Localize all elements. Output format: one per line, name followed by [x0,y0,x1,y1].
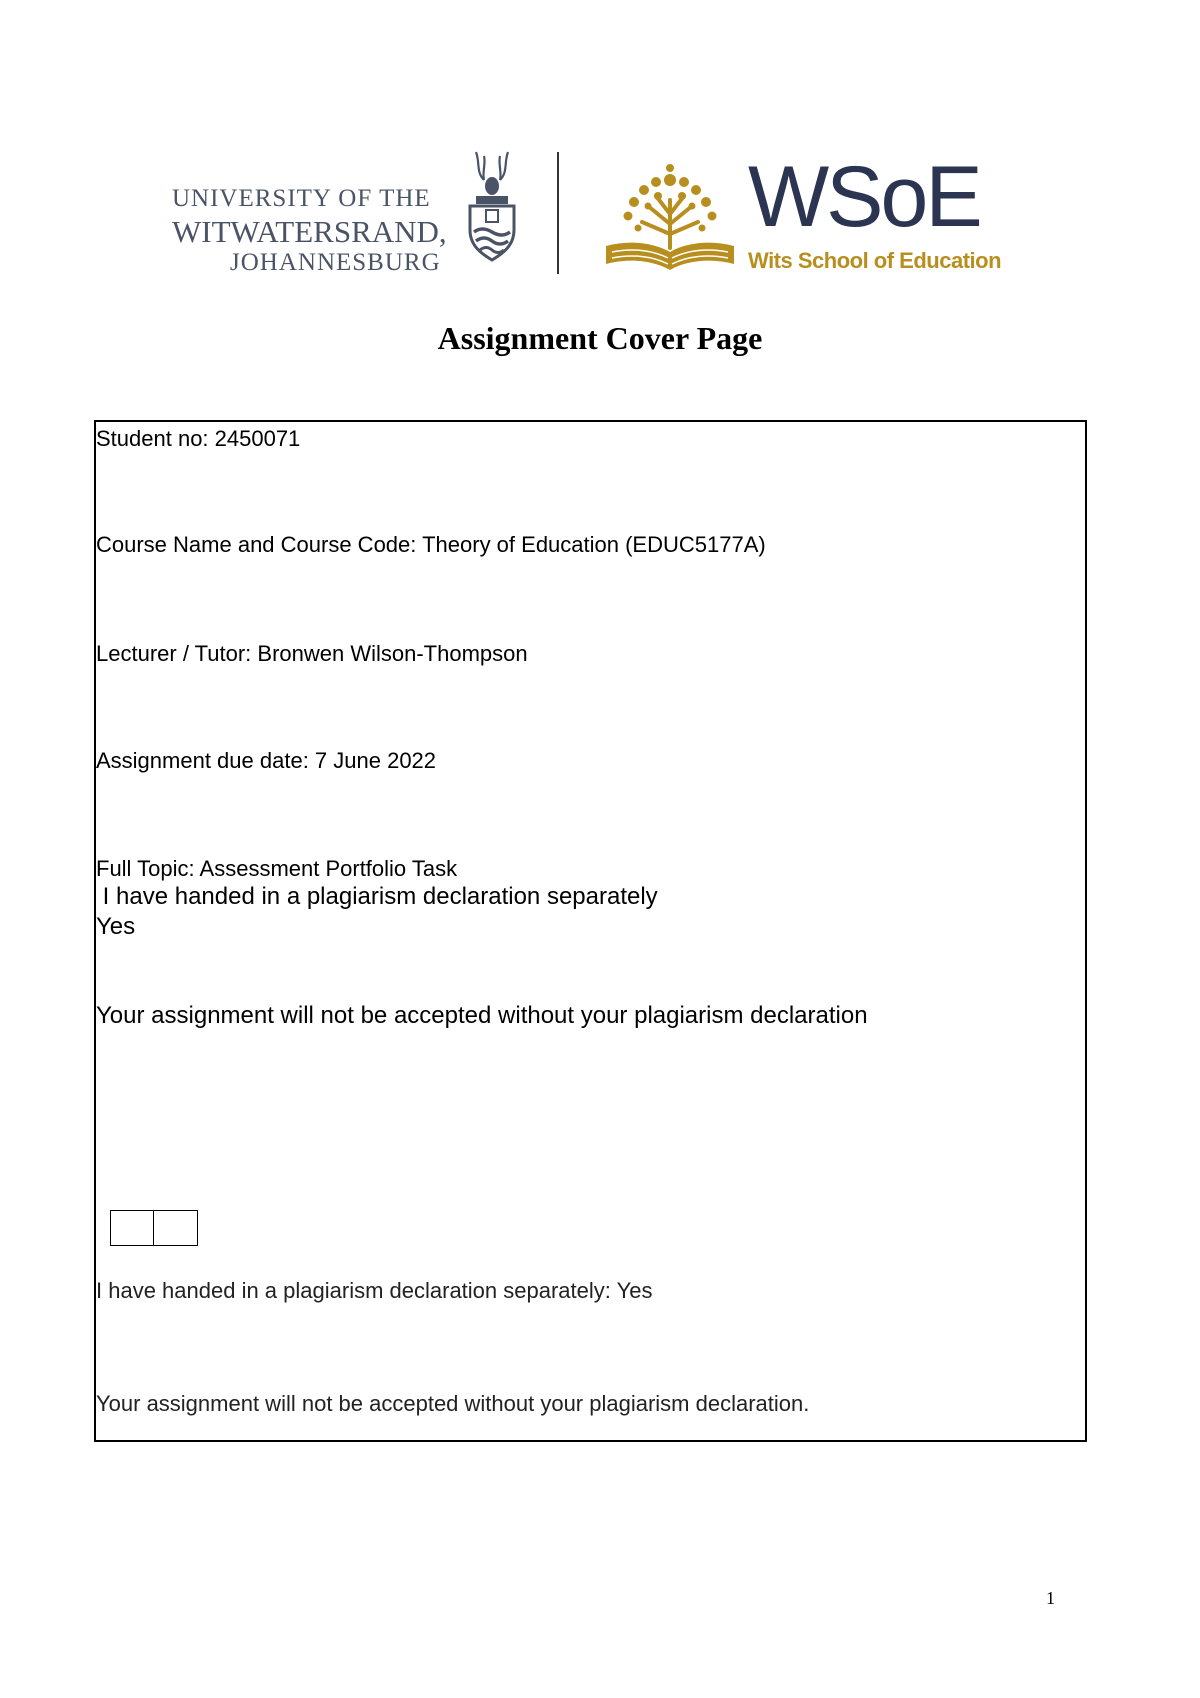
wsoe-acronym: WSoE [748,149,980,245]
wsoe-school-name: Wits School of Education [748,248,1002,273]
wsoe-logo [598,149,1018,278]
logo-divider [557,152,559,274]
checkbox-group [110,1210,198,1248]
plagiarism-statement-plain: I have handed in a plagiarism declaration separately: Yes [96,1278,653,1303]
tree-book-icon [598,160,743,275]
wits-logo-line3: JOHANNESBURG [230,249,441,276]
plagiarism-answer: Yes [96,913,136,940]
wits-logo-line2: WITWATERSRAND, [172,214,447,249]
page-number: 1 [1046,1588,1055,1608]
page-title: Assignment Cover Page [437,320,763,356]
cover-info-box [94,420,1087,1442]
assignment-due-date: Assignment due date: 7 June 2022 [96,748,437,773]
student-number: Student no: 2450071 [96,426,301,451]
checkbox-left[interactable] [110,1210,154,1246]
plagiarism-warning-bold: Your assignment will not be accepted without your plagiarism declaration [96,1002,868,1029]
checkbox-right[interactable] [154,1210,198,1246]
wits-university-logo [172,150,527,280]
plagiarism-warning-plain: Your assignment will not be accepted without your plagiarism declaration. [96,1391,810,1416]
wits-crest-icon [462,150,522,262]
lecturer-tutor: Lecturer / Tutor: Bronwen Wilson-Thompson [96,641,528,666]
full-topic: Full Topic: Assessment Portfolio Task [96,856,458,881]
plagiarism-statement: I have handed in a plagiarism declaration separately [96,883,658,910]
course-name-code: Course Name and Course Code: Theory of Education (EDUC5177A) [96,532,766,557]
wits-logo-line1: UNIVERSITY OF THE [172,185,431,212]
